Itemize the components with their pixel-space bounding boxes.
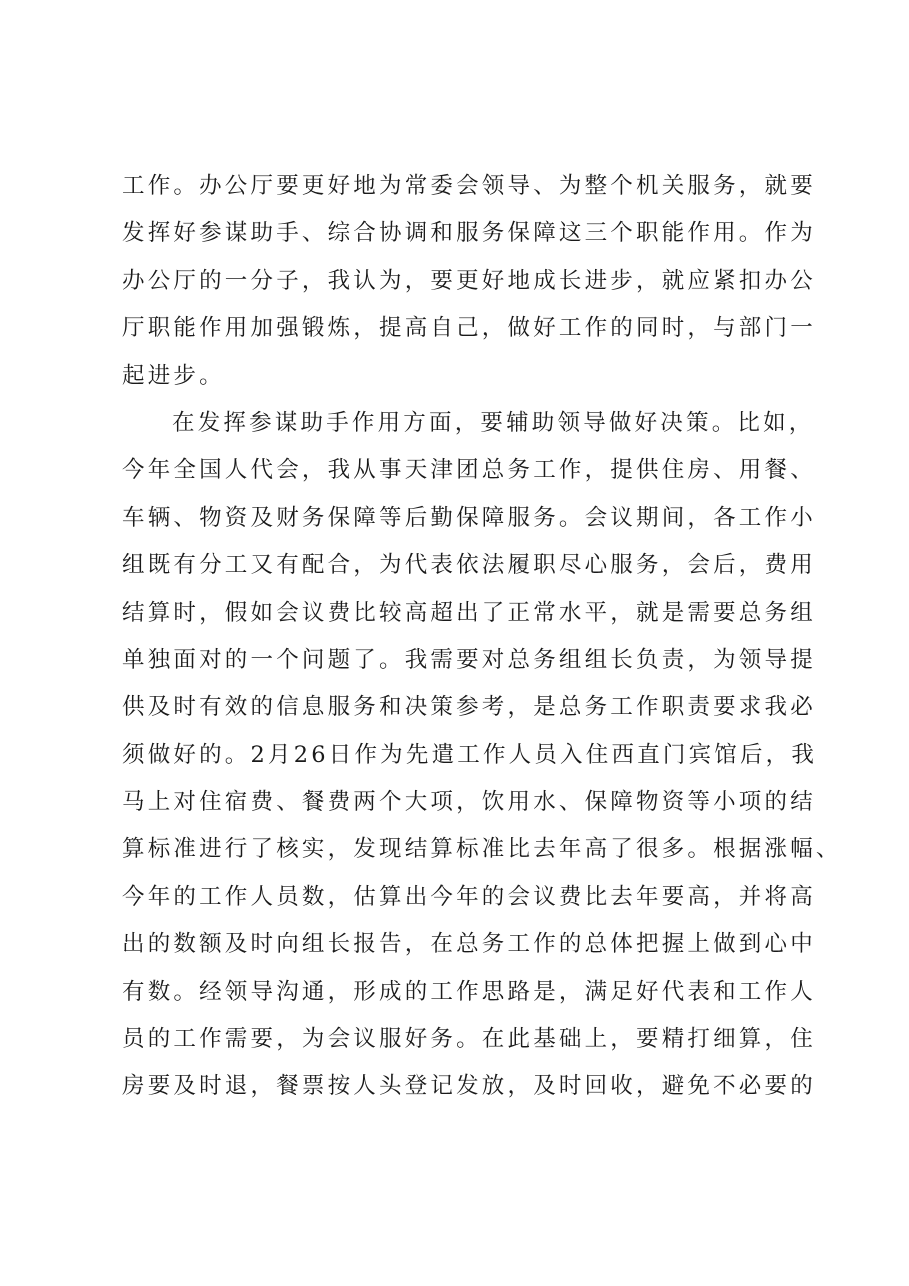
text-line: 房要及时退，餐票按人头登记发放，及时回收，避免不必要的	[122, 1073, 816, 1100]
text-line: 员的工作需要，为会议服好务。在此基础上，要精打细算，住	[122, 1026, 816, 1053]
text-line: 须做好的。2月26日作为先遣工作人员入住西直门宾馆后，我	[122, 741, 818, 768]
text-line: 单独面对的一个问题了。我需要对总务组组长负责，为领导提	[122, 646, 816, 673]
text-line: 今年全国人代会，我从事天津团总务工作，提供住房、用餐、	[122, 457, 816, 484]
text-line: 发挥好参谋助手、综合协调和服务保障这三个职能作用。作为	[122, 220, 816, 247]
text-line: 有数。经领导沟通，形成的工作思路是，满足好代表和工作人	[122, 978, 816, 1005]
paragraph-first-line: 在发挥参谋助手作用方面，要辅助领导做好决策。比如，	[172, 409, 815, 436]
text-line: 车辆、物资及财务保障等后勤保障服务。会议期间，各工作小	[122, 504, 816, 531]
text-line: 结算时，假如会议费比较高超出了正常水平，就是需要总务组	[122, 599, 816, 626]
text-line: 马上对住宿费、餐费两个大项，饮用水、保障物资等小项的结	[122, 789, 816, 816]
text-line: 厅职能作用加强锻炼，提高自己，做好工作的同时，与部门一	[122, 315, 816, 342]
text-line: 今年的工作人员数，估算出今年的会议费比去年要高，并将高	[122, 883, 816, 910]
text-line: 出的数额及时向组长报告，在总务工作的总体把握上做到心中	[122, 931, 816, 958]
text-line: 起进步。	[122, 362, 225, 389]
text-line: 供及时有效的信息服务和决策参考，是总务工作职责要求我必	[122, 694, 816, 721]
text-line: 办公厅的一分子，我认为，要更好地成长进步，就应紧扣办公	[122, 267, 816, 294]
document-body	[122, 163, 842, 1111]
text-line: 组既有分工又有配合，为代表依法履职尽心服务，会后，费用	[122, 552, 816, 579]
text-line: 算标准进行了核实，发现结算标准比去年高了很多。根据涨幅、	[122, 836, 842, 863]
text-line: 工作。办公厅要更好地为常委会领导、为整个机关服务，就要	[122, 173, 816, 199]
